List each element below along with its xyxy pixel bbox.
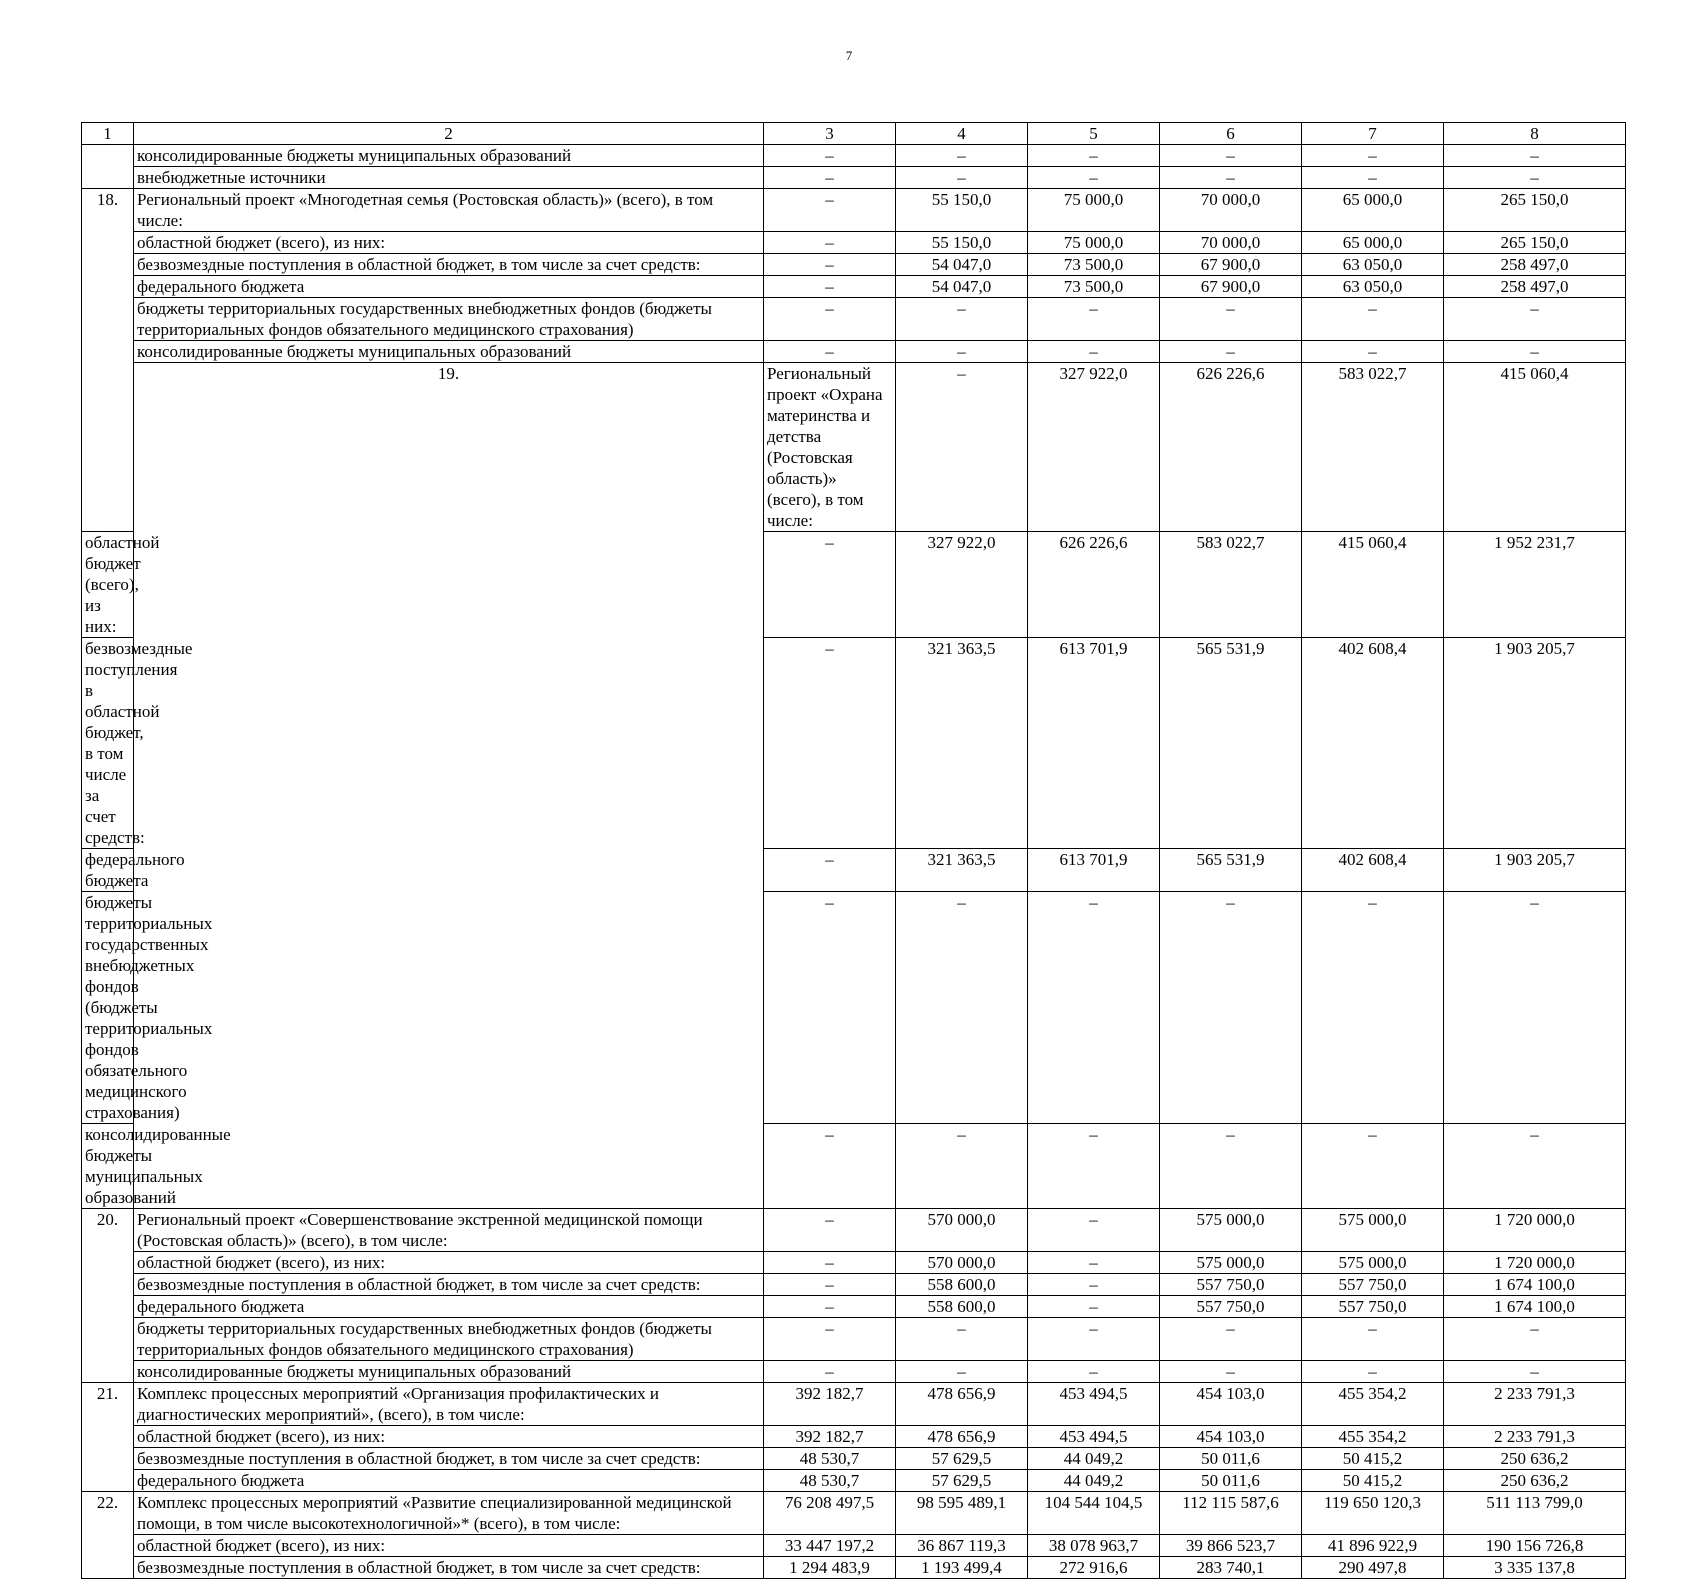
value-cell: 63 050,0 (1302, 276, 1444, 298)
value-cell: 3 335 137,8 (1444, 1557, 1626, 1579)
value-cell: – (764, 892, 896, 1124)
value-cell: 402 608,4 (1302, 638, 1444, 849)
row-label-cell: областной бюджет (всего), из них: (134, 232, 764, 254)
value-cell: 39 866 523,7 (1160, 1535, 1302, 1557)
value-cell: 1 903 205,7 (1444, 638, 1626, 849)
value-cell: – (1302, 298, 1444, 341)
table-row (82, 276, 1626, 298)
value-cell: – (1028, 1274, 1160, 1296)
value-cell: – (1444, 341, 1626, 363)
value-cell: 321 363,5 (896, 638, 1028, 849)
column-header: 4 (896, 123, 1028, 145)
value-cell: – (1302, 341, 1444, 363)
row-label-cell: Комплекс процессных мероприятий «Развитие специализированной медицинской помощи, в том числе высокотехнологичной»* (всего), в том числе: (134, 1492, 764, 1535)
value-cell: – (1302, 1124, 1444, 1209)
value-cell: – (896, 1124, 1028, 1209)
value-cell: 455 354,2 (1302, 1426, 1444, 1448)
value-cell: – (764, 189, 896, 232)
table-row (82, 1318, 1626, 1361)
value-cell: 453 494,5 (1028, 1383, 1160, 1426)
value-cell: – (764, 849, 896, 892)
value-cell: – (764, 532, 896, 638)
column-header: 1 (82, 123, 134, 145)
row-label-cell: консолидированные бюджеты муниципальных образований (82, 1124, 134, 1209)
value-cell: 54 047,0 (896, 254, 1028, 276)
column-header: 6 (1160, 123, 1302, 145)
value-cell: 1 294 483,9 (764, 1557, 896, 1579)
row-label-cell: безвозмездные поступления в областной бюджет, в том числе за счет средств: (82, 638, 134, 849)
value-cell: – (1160, 298, 1302, 341)
value-cell: 583 022,7 (1160, 532, 1302, 638)
value-cell: 258 497,0 (1444, 276, 1626, 298)
row-index-cell: 19. (134, 363, 764, 1209)
value-cell: 67 900,0 (1160, 276, 1302, 298)
value-cell: – (1302, 167, 1444, 189)
table-row (82, 1383, 1626, 1426)
table-row (82, 167, 1626, 189)
value-cell: – (764, 167, 896, 189)
value-cell: – (764, 145, 896, 167)
value-cell: – (896, 363, 1028, 532)
row-index-cell (82, 145, 134, 189)
value-cell: 190 156 726,8 (1444, 1535, 1626, 1557)
row-index-cell: 18. (82, 189, 134, 532)
value-cell: – (896, 892, 1028, 1124)
value-cell: – (1028, 1318, 1160, 1361)
value-cell: – (764, 298, 896, 341)
row-label-cell: областной бюджет (всего), из них: (134, 1535, 764, 1557)
value-cell: 258 497,0 (1444, 254, 1626, 276)
value-cell: 570 000,0 (896, 1209, 1028, 1252)
value-cell: 392 182,7 (764, 1383, 896, 1426)
value-cell: 104 544 104,5 (1028, 1492, 1160, 1535)
value-cell: 65 000,0 (1302, 232, 1444, 254)
table-row (82, 363, 1626, 532)
value-cell: – (1160, 341, 1302, 363)
row-label-cell: областной бюджет (всего), из них: (134, 1252, 764, 1274)
value-cell: – (1302, 1318, 1444, 1361)
value-cell: 557 750,0 (1302, 1296, 1444, 1318)
table-row (82, 341, 1626, 363)
value-cell: – (1444, 1124, 1626, 1209)
row-label-cell: федерального бюджета (134, 1296, 764, 1318)
table-row (82, 1448, 1626, 1470)
value-cell: 283 740,1 (1160, 1557, 1302, 1579)
value-cell: – (764, 1296, 896, 1318)
value-cell: 575 000,0 (1302, 1252, 1444, 1274)
value-cell: 67 900,0 (1160, 254, 1302, 276)
value-cell: 265 150,0 (1444, 189, 1626, 232)
row-index-cell: 22. (82, 1492, 134, 1579)
value-cell: 55 150,0 (896, 232, 1028, 254)
value-cell: 50 415,2 (1302, 1448, 1444, 1470)
row-label-cell: бюджеты территориальных государственных внебюджетных фондов (бюджеты территориальных фондов обязательного медицинского страхования) (134, 1318, 764, 1361)
value-cell: – (1028, 298, 1160, 341)
table-row (82, 1274, 1626, 1296)
value-cell: 75 000,0 (1028, 189, 1160, 232)
value-cell: 119 650 120,3 (1302, 1492, 1444, 1535)
value-cell: 1 903 205,7 (1444, 849, 1626, 892)
table-row (82, 1426, 1626, 1448)
value-cell: 250 636,2 (1444, 1470, 1626, 1492)
value-cell: – (896, 1318, 1028, 1361)
value-cell: 48 530,7 (764, 1470, 896, 1492)
row-label-cell: консолидированные бюджеты муниципальных образований (134, 341, 764, 363)
value-cell: – (1028, 145, 1160, 167)
value-cell: 613 701,9 (1028, 849, 1160, 892)
value-cell: 44 049,2 (1028, 1470, 1160, 1492)
table-row (82, 298, 1626, 341)
budget-table (81, 122, 1626, 1579)
page-number: 7 (845, 48, 853, 63)
table-row (82, 232, 1626, 254)
value-cell: – (764, 254, 896, 276)
column-header: 3 (764, 123, 896, 145)
value-cell: 453 494,5 (1028, 1426, 1160, 1448)
value-cell: 583 022,7 (1302, 363, 1444, 532)
value-cell: – (1444, 167, 1626, 189)
value-cell: 36 867 119,3 (896, 1535, 1028, 1557)
value-cell: 565 531,9 (1160, 638, 1302, 849)
value-cell: – (1444, 145, 1626, 167)
value-cell: – (1160, 1361, 1302, 1383)
value-cell: 38 078 963,7 (1028, 1535, 1160, 1557)
value-cell: 50 415,2 (1302, 1470, 1444, 1492)
value-cell: – (764, 638, 896, 849)
value-cell: 478 656,9 (896, 1383, 1028, 1426)
value-cell: 454 103,0 (1160, 1383, 1302, 1426)
value-cell: 63 050,0 (1302, 254, 1444, 276)
value-cell: 558 600,0 (896, 1296, 1028, 1318)
value-cell: 98 595 489,1 (896, 1492, 1028, 1535)
value-cell: 1 674 100,0 (1444, 1296, 1626, 1318)
value-cell: 613 701,9 (1028, 638, 1160, 849)
value-cell: 1 720 000,0 (1444, 1252, 1626, 1274)
row-label-cell: Региональный проект «Охрана материнства и детства (Ростовская область)» (всего), в том числе: (764, 363, 896, 532)
row-label-cell: Комплекс процессных мероприятий «Организация профилактических и диагностических мероприятий», (всего), в том числе: (134, 1383, 764, 1426)
table-row (82, 254, 1626, 276)
row-label-cell: безвозмездные поступления в областной бюджет, в том числе за счет средств: (134, 1274, 764, 1296)
value-cell: 112 115 587,6 (1160, 1492, 1302, 1535)
value-cell: – (764, 1318, 896, 1361)
value-cell: – (764, 232, 896, 254)
value-cell: 73 500,0 (1028, 276, 1160, 298)
value-cell: – (1028, 1296, 1160, 1318)
column-header: 8 (1444, 123, 1626, 145)
table-row (82, 1557, 1626, 1579)
value-cell: – (1028, 1252, 1160, 1274)
table-header-row (82, 123, 1626, 145)
value-cell: 70 000,0 (1160, 232, 1302, 254)
value-cell: – (764, 1124, 896, 1209)
column-header: 7 (1302, 123, 1444, 145)
value-cell: 55 150,0 (896, 189, 1028, 232)
value-cell: 54 047,0 (896, 276, 1028, 298)
value-cell: – (1302, 145, 1444, 167)
column-header: 5 (1028, 123, 1160, 145)
value-cell: 41 896 922,9 (1302, 1535, 1444, 1557)
value-cell: – (896, 145, 1028, 167)
row-label-cell: Региональный проект «Многодетная семья (Ростовская область)» (всего), в том числе: (134, 189, 764, 232)
row-index-cell: 20. (82, 1209, 134, 1383)
value-cell: – (1028, 341, 1160, 363)
value-cell: 558 600,0 (896, 1274, 1028, 1296)
row-label-cell: федерального бюджета (134, 1470, 764, 1492)
table-row (82, 1209, 1626, 1252)
value-cell: – (1028, 1361, 1160, 1383)
value-cell: 454 103,0 (1160, 1426, 1302, 1448)
value-cell: – (1160, 167, 1302, 189)
value-cell: – (1160, 1124, 1302, 1209)
table-row (82, 1296, 1626, 1318)
row-label-cell: внебюджетные источники (134, 167, 764, 189)
value-cell: 290 497,8 (1302, 1557, 1444, 1579)
value-cell: 272 916,6 (1028, 1557, 1160, 1579)
value-cell: 557 750,0 (1160, 1296, 1302, 1318)
value-cell: 65 000,0 (1302, 189, 1444, 232)
value-cell: 50 011,6 (1160, 1470, 1302, 1492)
value-cell: – (896, 341, 1028, 363)
value-cell: – (1028, 892, 1160, 1124)
table-row (82, 1470, 1626, 1492)
value-cell: 565 531,9 (1160, 849, 1302, 892)
value-cell: 327 922,0 (1028, 363, 1160, 532)
value-cell: – (1028, 167, 1160, 189)
value-cell: 321 363,5 (896, 849, 1028, 892)
value-cell: 44 049,2 (1028, 1448, 1160, 1470)
value-cell: 33 447 197,2 (764, 1535, 896, 1557)
value-cell: 1 674 100,0 (1444, 1274, 1626, 1296)
value-cell: 1 720 000,0 (1444, 1209, 1626, 1252)
value-cell: 575 000,0 (1302, 1209, 1444, 1252)
value-cell: 2 233 791,3 (1444, 1383, 1626, 1426)
value-cell: 575 000,0 (1160, 1252, 1302, 1274)
value-cell: – (1028, 1124, 1160, 1209)
value-cell: 1 193 499,4 (896, 1557, 1028, 1579)
value-cell: 557 750,0 (1302, 1274, 1444, 1296)
value-cell: 478 656,9 (896, 1426, 1028, 1448)
value-cell: 73 500,0 (1028, 254, 1160, 276)
row-label-cell: федерального бюджета (82, 849, 134, 892)
value-cell: – (896, 298, 1028, 341)
value-cell: – (764, 341, 896, 363)
value-cell: – (1302, 892, 1444, 1124)
value-cell: – (1444, 1361, 1626, 1383)
value-cell: – (764, 276, 896, 298)
value-cell: 511 113 799,0 (1444, 1492, 1626, 1535)
value-cell: – (764, 1209, 896, 1252)
row-label-cell: областной бюджет (всего), из них: (134, 1426, 764, 1448)
row-label-cell: областной бюджет (всего), из них: (82, 532, 134, 638)
value-cell: – (896, 167, 1028, 189)
row-label-cell: бюджеты территориальных государственных внебюджетных фондов (бюджеты территориальных фондов обязательного медицинского страхования) (134, 298, 764, 341)
value-cell: – (1160, 145, 1302, 167)
value-cell: 75 000,0 (1028, 232, 1160, 254)
row-label-cell: безвозмездные поступления в областной бюджет, в том числе за счет средств: (134, 1448, 764, 1470)
value-cell: – (1444, 298, 1626, 341)
value-cell: 626 226,6 (1160, 363, 1302, 532)
value-cell: 557 750,0 (1160, 1274, 1302, 1296)
value-cell: 392 182,7 (764, 1426, 896, 1448)
value-cell: – (1444, 892, 1626, 1124)
value-cell: 575 000,0 (1160, 1209, 1302, 1252)
value-cell: 455 354,2 (1302, 1383, 1444, 1426)
value-cell: 250 636,2 (1444, 1448, 1626, 1470)
table-row (82, 145, 1626, 167)
row-label-cell: федерального бюджета (134, 276, 764, 298)
value-cell: 265 150,0 (1444, 232, 1626, 254)
value-cell: – (764, 1252, 896, 1274)
row-label-cell: консолидированные бюджеты муниципальных образований (134, 145, 764, 167)
row-label-cell: безвозмездные поступления в областной бюджет, в том числе за счет средств: (134, 254, 764, 276)
value-cell: 70 000,0 (1160, 189, 1302, 232)
value-cell: – (1302, 1361, 1444, 1383)
value-cell: – (1160, 892, 1302, 1124)
table-row (82, 1535, 1626, 1557)
table-row (82, 1361, 1626, 1383)
value-cell: 57 629,5 (896, 1448, 1028, 1470)
value-cell: – (1028, 1209, 1160, 1252)
column-header: 2 (134, 123, 764, 145)
value-cell: 57 629,5 (896, 1470, 1028, 1492)
table-row (82, 1252, 1626, 1274)
value-cell: – (764, 1274, 896, 1296)
row-label-cell: Региональный проект «Совершенствование экстренной медицинской помощи (Ростовская область)» (всего), в том числе: (134, 1209, 764, 1252)
row-label-cell: консолидированные бюджеты муниципальных образований (134, 1361, 764, 1383)
value-cell: – (1444, 1318, 1626, 1361)
table-row (82, 1492, 1626, 1535)
value-cell: – (1160, 1318, 1302, 1361)
value-cell: 76 208 497,5 (764, 1492, 896, 1535)
value-cell: – (764, 1361, 896, 1383)
value-cell: 415 060,4 (1444, 363, 1626, 532)
value-cell: 50 011,6 (1160, 1448, 1302, 1470)
value-cell: 1 952 231,7 (1444, 532, 1626, 638)
value-cell: 48 530,7 (764, 1448, 896, 1470)
value-cell: 415 060,4 (1302, 532, 1444, 638)
row-label-cell: безвозмездные поступления в областной бюджет, в том числе за счет средств: (134, 1557, 764, 1579)
value-cell: 570 000,0 (896, 1252, 1028, 1274)
value-cell: 2 233 791,3 (1444, 1426, 1626, 1448)
value-cell: 327 922,0 (896, 532, 1028, 638)
row-index-cell: 21. (82, 1383, 134, 1492)
row-label-cell: бюджеты территориальных государственных внебюджетных фондов (бюджеты территориальных фондов обязательного медицинского страхования) (82, 892, 134, 1124)
value-cell: – (896, 1361, 1028, 1383)
value-cell: 626 226,6 (1028, 532, 1160, 638)
table-row (82, 189, 1626, 232)
value-cell: 402 608,4 (1302, 849, 1444, 892)
